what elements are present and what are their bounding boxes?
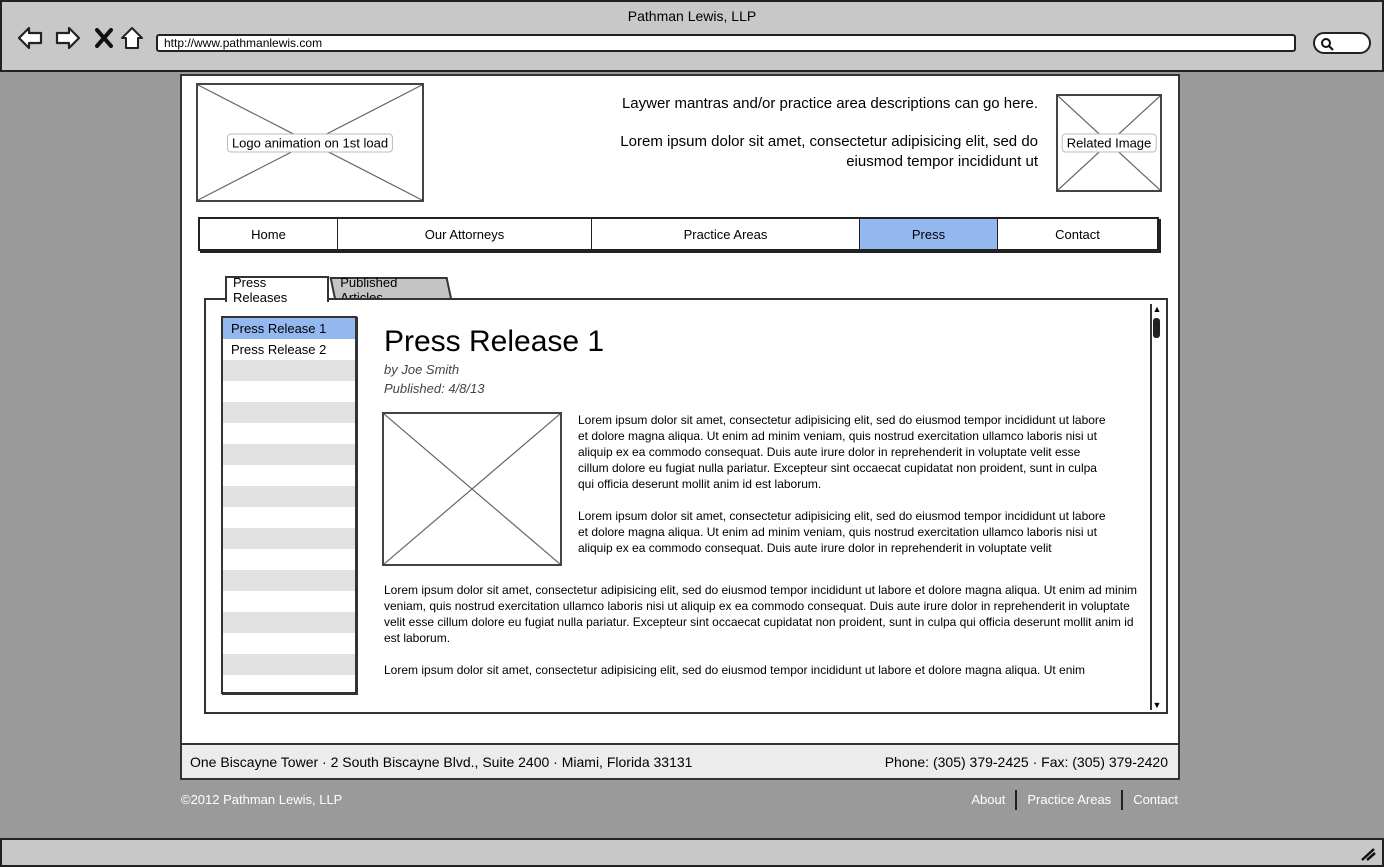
scroll-up-arrow-icon[interactable]: ▲ (1152, 304, 1162, 314)
list-row-empty (223, 360, 355, 381)
scroll-thumb[interactable] (1153, 318, 1160, 338)
nav-home[interactable]: Home (200, 219, 338, 249)
logo-label: Logo animation on 1st load (227, 133, 393, 152)
list-row-empty (223, 612, 355, 633)
article-paragraph: Lorem ipsum dolor sit amet, consectetur adipisicing elit, sed do eiusmod tempor incididunt ut labore et dolore magna aliqua. Ut enim (384, 663, 1086, 677)
tab-press-releases[interactable]: Press Releases (225, 276, 329, 302)
back-arrow-icon[interactable] (16, 24, 44, 52)
list-row-empty (223, 654, 355, 675)
footer-address: One Biscayne Tower · 2 South Biscayne Blvd., Suite 2400 · Miami, Florida 33131 (190, 754, 693, 770)
article-image-placeholder (382, 412, 562, 566)
copyright: ©2012 Pathman Lewis, LLP (181, 792, 343, 807)
footer-link-about[interactable]: About (961, 790, 1017, 810)
footer-link-practice-areas[interactable]: Practice Areas (1017, 790, 1123, 810)
article-author: by Joe Smith (384, 362, 460, 377)
list-row-empty (223, 549, 355, 570)
resize-grip-icon[interactable] (1360, 847, 1376, 861)
list-row-empty (223, 402, 355, 423)
related-image-placeholder (1056, 94, 1162, 192)
article-paragraph: Lorem ipsum dolor sit amet, consectetur adipisicing elit, sed do eiusmod tempor incididunt ut labore et dolore magna aliqua. Ut enim ad minim veniam, quis nostrud exercitation ullamco laboris nisi ut aliquip ex ea commodo consequat. Duis aute irure dolor in reprehenderit in voluptate velit esse cillum dolore eu fugiat nulla pariatur. Excepteur sint occaecat cupidatat non proident, sunt in culpa qui officia deserunt mollit anim id est laborum. (578, 413, 1106, 491)
tab-published-articles-label: Published (340, 275, 398, 290)
footer-link-contact[interactable]: Contact (1133, 792, 1178, 807)
footer-links (961, 790, 1178, 810)
browser-status-bar (0, 838, 1384, 867)
list-item[interactable]: Press Release 1 (223, 318, 355, 339)
mantra-lorem: Lorem ipsum dolor sit amet, consectetur adipisicing elit, sed do eiusmod tempor incididunt ut (620, 133, 1038, 170)
nav-press[interactable]: Press (860, 219, 998, 249)
list-row-empty (223, 486, 355, 507)
list-row-empty (223, 633, 355, 654)
related-image-label: Related Image (1062, 134, 1157, 153)
article-paragraph: Lorem ipsum dolor sit amet, consectetur adipisicing elit, sed do eiusmod tempor incididunt ut labore et dolore magna aliqua. Ut enim ad minim veniam, quis nostrud exercitation ullamco laboris nisi ut aliquip ex ea commodo consequat. Duis aute irure dolor in reprehenderit in voluptate velit (578, 509, 1106, 555)
list-row-empty (223, 381, 355, 402)
logo-placeholder (196, 83, 424, 202)
scroll-down-arrow-icon[interactable]: ▼ (1152, 700, 1162, 710)
web-page (180, 74, 1180, 780)
window-title: Pathman Lewis, LLP (627, 8, 757, 24)
list-row-empty (223, 423, 355, 444)
url-bar[interactable]: http://www.pathmanlewis.com (156, 34, 1296, 52)
list-item[interactable]: Press Release 2 (231, 342, 327, 357)
browser-toolbar (0, 0, 1384, 72)
vertical-scrollbar[interactable] (1150, 304, 1162, 710)
article (384, 324, 1142, 677)
article-body-top (578, 412, 1106, 572)
browser-search-field[interactable] (1313, 32, 1371, 54)
nav-contact[interactable]: Contact (1055, 226, 1100, 242)
search-icon (1320, 37, 1334, 51)
home-icon[interactable] (118, 24, 146, 52)
list-row-empty (223, 465, 355, 486)
article-title: Press Release 1 (384, 325, 605, 358)
header-mantra (618, 94, 1038, 190)
list-row-empty (223, 570, 355, 591)
press-release-list (221, 316, 357, 694)
list-row-empty (223, 507, 355, 528)
nav-practice-areas[interactable]: Practice Areas (592, 219, 860, 249)
close-x-icon[interactable] (90, 24, 118, 52)
tab-panel (204, 298, 1168, 714)
footer-phone: Phone: (305) 379-2425 · Fax: (305) 379-2420 (884, 754, 1168, 770)
list-row-empty (223, 675, 355, 694)
nav-our-attorneys[interactable]: Our Attorneys (338, 219, 592, 249)
page-footer (182, 743, 1178, 778)
list-row-empty (223, 591, 355, 612)
forward-arrow-icon[interactable] (54, 24, 82, 52)
article-paragraph: Lorem ipsum dolor sit amet, consectetur adipisicing elit, sed do eiusmod tempor incididunt ut labore et dolore magna aliqua. Ut enim ad minim veniam, quis nostrud exercitation ullamco laboris nisi ut aliquip ex ea commodo consequat. Duis aute irure dolor in reprehenderit in voluptate velit esse cillum dolore eu fugiat nulla pariatur. Excepteur sint occaecat cupidatat non proident, sunt in culpa qui officia deserunt mollit anim id est laborum. (384, 583, 1138, 645)
main-nav (198, 217, 1159, 251)
list-row-empty (223, 528, 355, 549)
article-published-date: Published: 4/8/13 (384, 381, 485, 396)
list-row-empty (223, 444, 355, 465)
article-body-bottom (384, 582, 1142, 694)
mantra-text: Laywer mantras and/or practice area descriptions can go here. (621, 95, 1038, 112)
